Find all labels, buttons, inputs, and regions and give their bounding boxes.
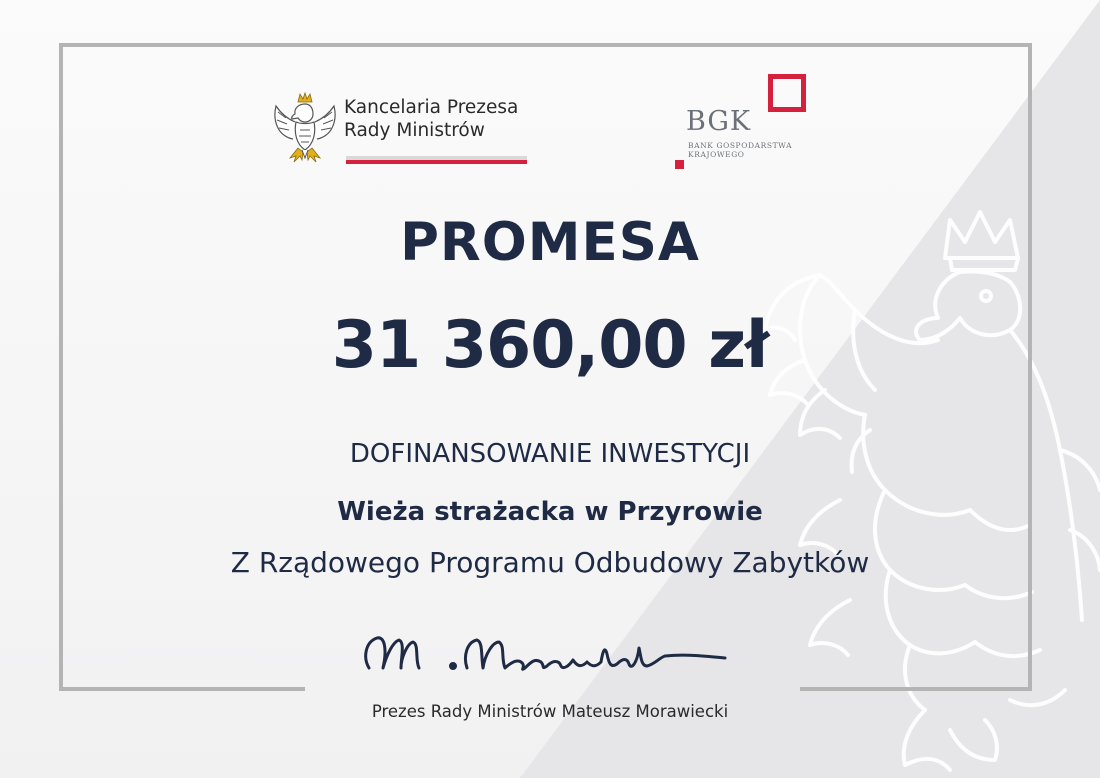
signer-name: Prezes Rady Ministrów Mateusz Morawiecki — [371, 702, 729, 721]
frame-bottom-left-border — [59, 687, 305, 691]
bgk-small-square-mark — [675, 160, 684, 169]
polish-flag-stripe — [346, 156, 527, 164]
bgk-logo-icon — [672, 72, 832, 172]
frame-bottom-right-border — [800, 687, 1032, 691]
bgk-full-name — [688, 141, 792, 159]
flag-red-stripe — [346, 160, 527, 164]
program-name: Z Rządowego Programu Odbudowy Zabytków — [230, 546, 870, 579]
funding-subtitle: DOFINANSOWANIE INWESTYCJI — [349, 439, 751, 469]
bgk-letters: BGK — [686, 106, 752, 137]
document-title: PROMESA — [400, 212, 700, 273]
white-eagle-emblem-icon — [272, 92, 338, 164]
promise-amount: 31 360,00 zł — [331, 308, 769, 383]
signature — [355, 628, 745, 688]
bgk-full-name-line1: BANK GOSPODARSTWA — [688, 141, 793, 150]
kprm-logo — [272, 90, 532, 170]
project-name: Wieża strażacka w Przyrowie — [337, 497, 763, 527]
bgk-square-mark — [768, 74, 806, 112]
frame-top-border — [59, 43, 1032, 47]
kprm-name-line2: Rady Ministrów — [344, 120, 485, 141]
eagle-watermark-icon — [760, 200, 1100, 778]
kprm-name-line1: Kancelaria Prezesa — [344, 97, 519, 118]
bgk-full-name-line2: KRAJOWEGO — [688, 150, 745, 159]
kprm-name — [344, 96, 518, 142]
